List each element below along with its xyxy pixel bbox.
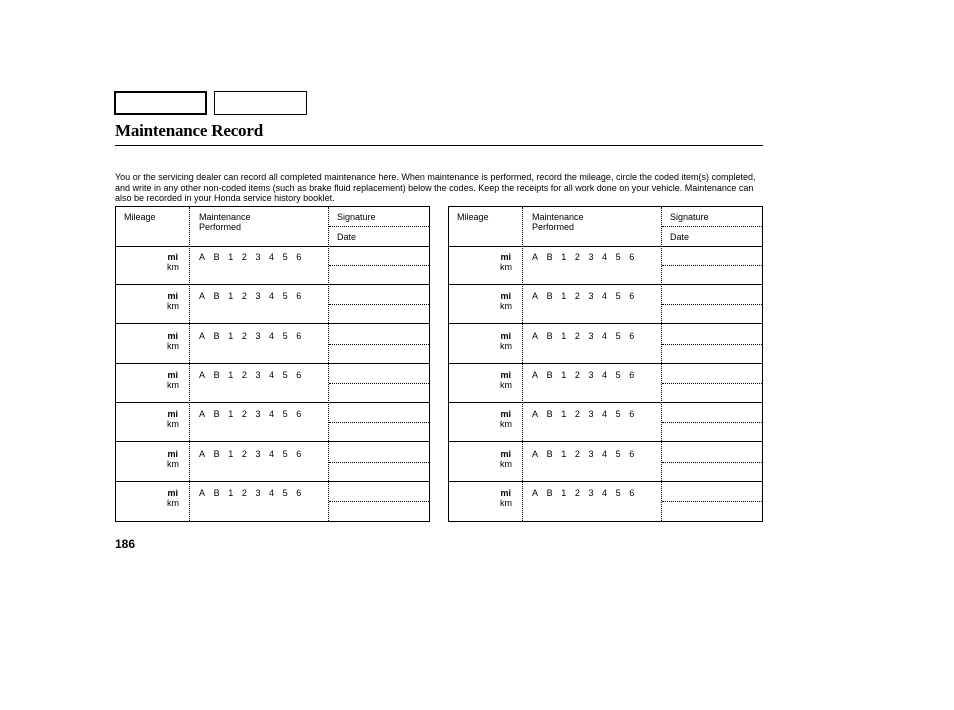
code-item[interactable]: B [213, 252, 220, 262]
code-item[interactable]: 4 [602, 448, 608, 459]
nav-tab-1[interactable] [114, 91, 207, 115]
code-item[interactable]: 2 [241, 291, 247, 302]
code-item[interactable]: 6 [629, 369, 635, 380]
code-item[interactable]: B [213, 369, 220, 380]
mi-label: mi [500, 448, 511, 459]
table-row [449, 443, 762, 482]
code-item[interactable]: B [213, 291, 220, 302]
table-row [116, 325, 429, 364]
code-item[interactable]: 6 [296, 369, 302, 380]
mi-label: mi [167, 409, 178, 420]
code-item[interactable]: A [532, 369, 539, 380]
maintenance-codes [532, 409, 643, 419]
mi-label: mi [500, 487, 511, 498]
code-item[interactable]: 1 [561, 369, 567, 380]
signature-date-divider [662, 383, 762, 384]
signature-date-divider [662, 501, 762, 502]
code-item[interactable]: 5 [282, 330, 288, 341]
page-number: 186 [115, 537, 136, 551]
code-item[interactable]: 3 [255, 409, 261, 420]
code-item[interactable]: 1 [228, 369, 234, 380]
code-item[interactable]: 4 [269, 448, 275, 459]
code-item[interactable]: 4 [602, 252, 608, 262]
code-item[interactable]: B [213, 487, 220, 498]
mi-label: mi [500, 369, 511, 380]
code-item[interactable]: 3 [588, 409, 594, 420]
code-item[interactable]: 3 [588, 487, 594, 498]
table-row [449, 285, 762, 324]
signature-date-divider [329, 304, 429, 305]
maintenance-header: Maintenance [532, 212, 584, 222]
code-item[interactable]: 4 [269, 330, 275, 341]
signature-date-divider [662, 304, 762, 305]
km-label: km [167, 497, 179, 508]
code-item[interactable]: B [213, 409, 220, 420]
table-row [116, 482, 429, 521]
code-item[interactable]: 1 [228, 448, 234, 459]
code-item[interactable]: 6 [296, 487, 302, 498]
code-item[interactable]: 1 [228, 409, 234, 420]
table-row [449, 246, 762, 285]
code-item[interactable]: 3 [588, 291, 594, 302]
title-rule [115, 145, 763, 146]
code-item[interactable]: A [199, 330, 206, 341]
code-item[interactable]: 2 [574, 448, 580, 459]
code-item[interactable]: 4 [602, 369, 608, 380]
code-item[interactable]: 2 [574, 409, 580, 420]
code-item[interactable]: 1 [561, 448, 567, 459]
km-label: km [500, 301, 512, 312]
maintenance-codes [199, 291, 310, 301]
km-label: km [500, 497, 512, 508]
code-item[interactable]: B [546, 448, 553, 459]
code-item[interactable]: 1 [561, 252, 567, 262]
km-label: km [500, 419, 512, 430]
code-item[interactable]: A [532, 330, 539, 341]
maintenance-header-line2: Performed [199, 222, 242, 232]
code-item[interactable]: 1 [228, 487, 234, 498]
table-row [116, 246, 429, 285]
signature-date-divider [662, 422, 762, 423]
code-item[interactable]: 1 [561, 291, 567, 302]
code-item[interactable]: 6 [629, 252, 635, 262]
mi-label: mi [500, 252, 511, 262]
code-item[interactable]: B [546, 409, 553, 420]
mi-label: mi [500, 330, 511, 341]
code-item[interactable]: 4 [602, 409, 608, 420]
code-item[interactable]: 3 [588, 252, 594, 262]
signature-header: Signature [670, 212, 709, 222]
signature-date-divider [662, 462, 762, 463]
signature-column-divider [661, 207, 662, 521]
maintenance-codes [532, 252, 643, 262]
code-item[interactable]: 5 [282, 409, 288, 420]
code-item[interactable]: 6 [296, 330, 302, 341]
code-item[interactable]: A [532, 252, 539, 262]
table-header [116, 207, 429, 247]
code-item[interactable]: 6 [629, 291, 635, 302]
maintenance-codes [199, 409, 310, 419]
maintenance-codes [532, 488, 643, 498]
code-item[interactable]: 2 [241, 409, 247, 420]
km-label: km [500, 340, 512, 351]
code-item[interactable]: 2 [241, 487, 247, 498]
signature-date-divider [329, 383, 429, 384]
maintenance-codes [199, 370, 310, 380]
code-item[interactable]: A [199, 448, 206, 459]
code-item[interactable]: 5 [615, 330, 621, 341]
code-item[interactable]: 2 [241, 448, 247, 459]
code-item[interactable]: B [546, 291, 553, 302]
signature-date-divider [329, 462, 429, 463]
code-item[interactable]: A [532, 291, 539, 302]
code-item[interactable]: 2 [241, 369, 247, 380]
code-item[interactable]: A [199, 291, 206, 302]
code-item[interactable]: 2 [241, 330, 247, 341]
code-item[interactable]: 6 [629, 330, 635, 341]
code-item[interactable]: 2 [574, 487, 580, 498]
code-item[interactable]: A [532, 448, 539, 459]
code-item[interactable]: 5 [615, 409, 621, 420]
table-row [449, 364, 762, 403]
code-item[interactable]: B [213, 330, 220, 341]
signature-column-divider [328, 207, 329, 521]
code-item[interactable]: 6 [296, 409, 302, 420]
record-table-right [448, 206, 763, 522]
km-label: km [167, 262, 179, 272]
table-row [116, 364, 429, 403]
code-item[interactable]: B [546, 330, 553, 341]
code-item[interactable]: 5 [615, 448, 621, 459]
code-item[interactable]: 2 [574, 369, 580, 380]
km-label: km [167, 340, 179, 351]
mi-label: mi [500, 291, 511, 302]
code-item[interactable]: 3 [255, 330, 261, 341]
code-item[interactable]: 6 [629, 409, 635, 420]
signature-date-divider [329, 344, 429, 345]
maintenance-header-line2: Performed [532, 222, 575, 232]
signature-date-divider [329, 265, 429, 266]
code-item[interactable]: A [199, 487, 206, 498]
km-label: km [167, 379, 179, 390]
code-item[interactable]: A [199, 369, 206, 380]
mi-label: mi [167, 487, 178, 498]
code-item[interactable]: B [213, 448, 220, 459]
table-header [449, 207, 762, 247]
code-item[interactable]: 2 [241, 252, 247, 262]
maintenance-codes [532, 370, 643, 380]
maintenance-codes [199, 331, 310, 341]
code-item[interactable]: A [532, 409, 539, 420]
code-item[interactable]: A [532, 487, 539, 498]
code-item[interactable]: 1 [228, 252, 234, 262]
code-item[interactable]: A [199, 252, 206, 262]
code-item[interactable]: 3 [255, 487, 261, 498]
code-item[interactable]: 5 [282, 487, 288, 498]
date-header: Date [670, 232, 690, 242]
km-label: km [500, 458, 512, 469]
code-item[interactable]: 1 [561, 330, 567, 341]
code-item[interactable]: 6 [296, 252, 302, 262]
code-item[interactable]: 1 [228, 330, 234, 341]
code-item[interactable]: 1 [561, 487, 567, 498]
maintenance-codes [199, 449, 310, 459]
mi-label: mi [500, 409, 511, 420]
code-item[interactable]: 5 [282, 448, 288, 459]
code-item[interactable]: 3 [588, 448, 594, 459]
code-item[interactable]: 2 [574, 330, 580, 341]
code-item[interactable]: 6 [629, 448, 635, 459]
code-item[interactable]: 4 [602, 487, 608, 498]
table-row [116, 403, 429, 442]
maintenance-codes [532, 449, 643, 459]
maintenance-codes [532, 331, 643, 341]
mi-label: mi [167, 291, 178, 302]
signature-date-divider [329, 422, 429, 423]
mi-label: mi [167, 330, 178, 341]
mi-label: mi [167, 252, 178, 262]
code-item[interactable]: 4 [269, 409, 275, 420]
record-table-left [115, 206, 430, 522]
table-row [116, 443, 429, 482]
code-item[interactable]: 3 [255, 369, 261, 380]
km-label: km [500, 379, 512, 390]
code-item[interactable]: 3 [255, 252, 261, 262]
mileage-column-divider [522, 207, 523, 521]
maintenance-codes [532, 291, 643, 301]
code-item[interactable]: A [199, 409, 206, 420]
code-item[interactable]: 5 [282, 291, 288, 302]
km-label: km [167, 419, 179, 430]
mileage-header: Mileage [124, 212, 156, 222]
km-label: km [167, 301, 179, 312]
mileage-column-divider [189, 207, 190, 521]
maintenance-header: Maintenance [199, 212, 251, 222]
code-item[interactable]: 3 [588, 369, 594, 380]
date-header: Date [337, 232, 357, 242]
code-item[interactable]: 4 [269, 369, 275, 380]
maintenance-codes [199, 252, 310, 262]
mileage-header: Mileage [457, 212, 489, 222]
code-item[interactable]: 6 [296, 448, 302, 459]
km-label: km [500, 262, 512, 272]
intro-paragraph: You or the servicing dealer can record all completed maintenance here. When maintenance is performed, record the mileage, circle the coded item(s) completed, and write in any other non-coded items (such as brake fluid replacement) below the codes. Keep the receipts for all work done on your vehicle. Maintenance can also be recorded in your Honda service history booklet. [115, 172, 756, 204]
table-row [116, 285, 429, 324]
code-item[interactable]: 6 [629, 487, 635, 498]
nav-tab-2[interactable] [214, 91, 307, 115]
code-item[interactable]: 3 [255, 291, 261, 302]
code-item[interactable]: 4 [269, 252, 275, 262]
code-item[interactable]: 3 [588, 330, 594, 341]
code-item[interactable]: 4 [269, 291, 275, 302]
header-divider [329, 226, 429, 227]
code-item[interactable]: 1 [228, 291, 234, 302]
code-item[interactable]: 3 [255, 448, 261, 459]
code-item[interactable]: B [546, 252, 553, 262]
code-item[interactable]: 5 [615, 252, 621, 262]
code-item[interactable]: 5 [615, 369, 621, 380]
page-title: Maintenance Record [115, 121, 263, 140]
signature-date-divider [662, 344, 762, 345]
km-label: km [167, 458, 179, 469]
signature-date-divider [662, 265, 762, 266]
code-item[interactable]: 4 [269, 487, 275, 498]
code-item[interactable]: 5 [282, 252, 288, 262]
header-divider [662, 226, 762, 227]
code-item[interactable]: 5 [282, 369, 288, 380]
code-item[interactable]: B [546, 369, 553, 380]
code-item[interactable]: 5 [615, 291, 621, 302]
code-item[interactable]: 4 [602, 330, 608, 341]
mi-label: mi [167, 369, 178, 380]
table-row [449, 482, 762, 521]
table-row [449, 325, 762, 364]
code-item[interactable]: 1 [561, 409, 567, 420]
code-item[interactable]: 5 [615, 487, 621, 498]
code-item[interactable]: 2 [574, 252, 580, 262]
code-item[interactable]: B [546, 487, 553, 498]
mi-label: mi [167, 448, 178, 459]
signature-date-divider [329, 501, 429, 502]
signature-header: Signature [337, 212, 376, 222]
code-item[interactable]: 4 [602, 291, 608, 302]
code-item[interactable]: 6 [296, 291, 302, 302]
maintenance-codes [199, 488, 310, 498]
code-item[interactable]: 2 [574, 291, 580, 302]
table-row [449, 403, 762, 442]
